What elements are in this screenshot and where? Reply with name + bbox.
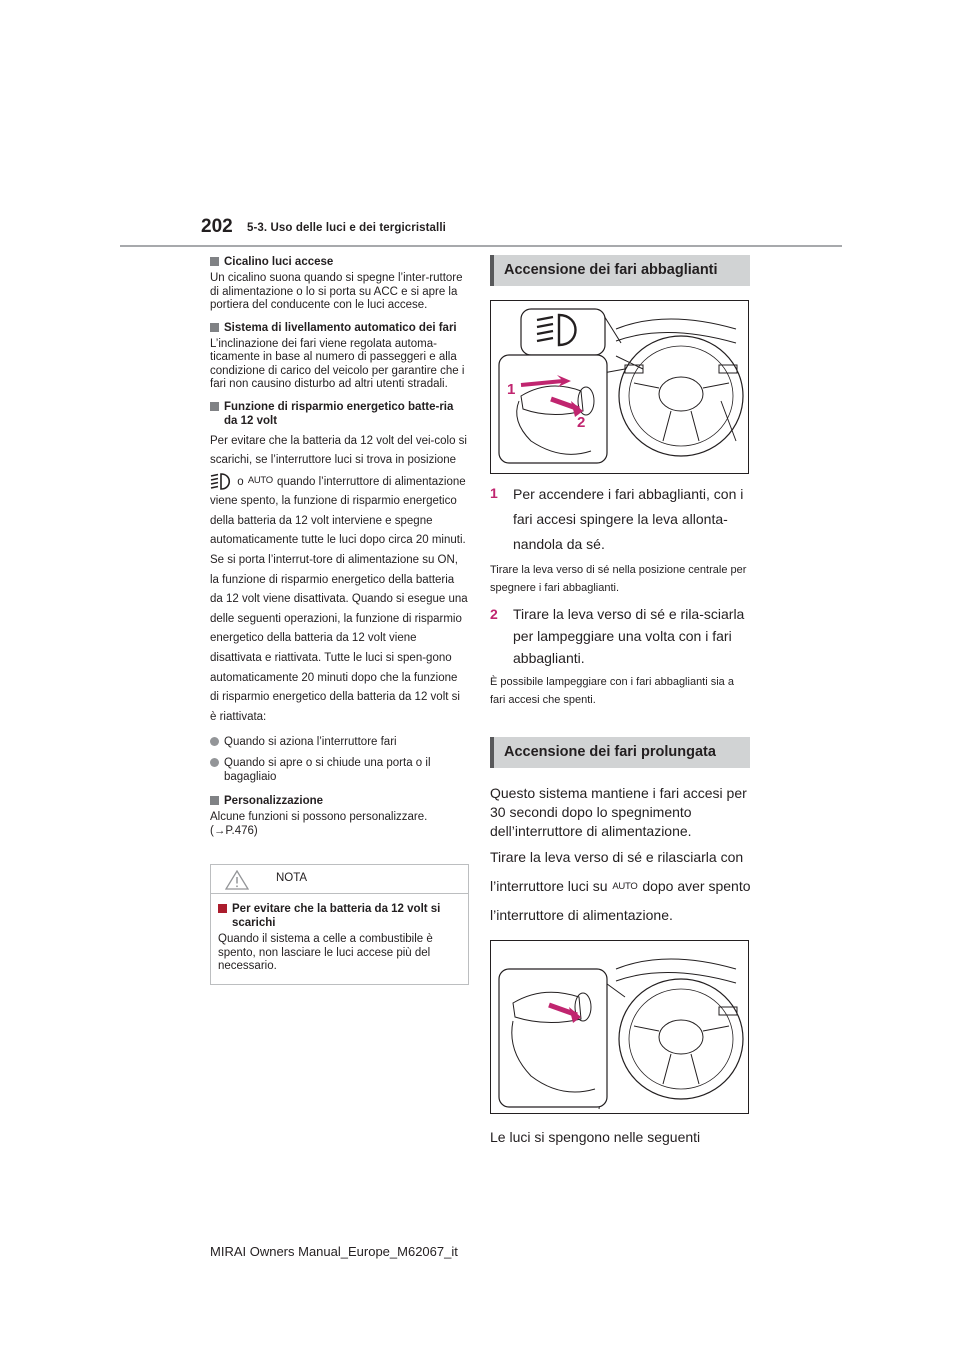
auto-position-icon: AUTO	[612, 880, 638, 892]
follow-me-text: Questo sistema mantiene i fari accesi per 30 secondi dopo lo spegnimento dell’interruttore di alimentazione.	[490, 785, 747, 839]
round-bullet-icon	[210, 758, 219, 767]
section-title: 5-3. Uso delle luci e dei tergicristalli	[247, 222, 446, 234]
nota-text: Quando il sistema a celle a combustibile è spento, non lasciare le luci accese più del necessario.	[218, 933, 433, 973]
nota-body	[211, 894, 468, 984]
custom-text: Alcune funzioni si possono personalizzare. (→P.476)	[210, 811, 428, 837]
bullet-item: Quando si apre o si chiude una porta o il bagagliaio	[210, 756, 468, 784]
nota-header	[211, 865, 468, 894]
square-bullet-icon	[210, 796, 219, 805]
leveling-heading: Sistema di livellamento automatico dei fari	[210, 321, 468, 335]
auto-position-icon: AUTO	[247, 474, 273, 486]
step-1-note: Tirare la leva verso di sé nella posizione centrale per spegnere i fari abbaglianti.	[490, 564, 747, 594]
high-beam-heading: Accensione dei fari abbaglianti	[490, 255, 750, 286]
page-number: 202	[201, 216, 233, 237]
battery-text: Per evitare che la batteria da 12 volt del vei-colo si scarichi, se l’interruttore luci si trova in posizione o AUTO quando l’interruttore di alimentazione viene spento, la funzione di risparmio energetico della batteria da 12 volt interviene e spegne automaticamente tutte le luci dopo circa 20 minuti. Se si porta l’interrut-tore di alimentazione su ON, la funzione di risparmio energetico della batteria da 12 volt viene disattivata. Quando si esegue una delle seguenti operazioni, la funzione di risparmio energetico della batteria da 12 volt viene disattivata e riattivata. Tutte le luci si spen-gono automaticamente 20 minuti dopo che la funzione di risparmio energetico della batteria da 12 volt si è riattivata:	[210, 434, 468, 723]
footer: MIRAI Owners Manual_Europe_M62067_it	[210, 1244, 458, 1259]
steering-lever-illustration	[491, 301, 748, 473]
follow-me-instruction: Tirare la leva verso di sé e rilasciarla con l’interruttore luci su AUTO dopo aver spento l’interruttore di alimentazione.	[490, 849, 751, 923]
square-bullet-icon	[210, 323, 219, 332]
high-beam-illustration	[490, 300, 749, 474]
nota-box	[210, 864, 469, 985]
square-bullet-icon	[210, 402, 219, 411]
nota-heading: Per evitare che la batteria da 12 volt si scarichi	[218, 902, 461, 930]
callout-2: 2	[577, 414, 586, 431]
square-bullet-icon	[218, 904, 227, 913]
follow-me-illustration	[490, 940, 749, 1114]
step-number: 1	[490, 485, 498, 501]
nota-label: NOTA	[276, 872, 308, 885]
headlight-icon	[210, 473, 234, 490]
custom-heading: Personalizzazione	[210, 794, 468, 808]
warning-triangle-icon	[225, 870, 249, 890]
follow-me-heading: Accensione dei fari prolungata	[490, 737, 750, 768]
battery-heading: Funzione di risparmio energetico batte-ria da 12 volt	[210, 400, 468, 428]
leveling-text: L’inclinazione dei fari viene regolata automa-ticamente in base al numero di passeggeri e alla condizione di carico del veicolo per garantire che i fari non causino disturbo ad altri utenti stradali.	[210, 337, 465, 390]
step-2: 2 Tirare la leva verso di sé e rila-sciarla per lampeggiare una volta con i fari abbaglianti.	[490, 603, 752, 669]
square-bullet-icon	[210, 257, 219, 266]
round-bullet-icon	[210, 737, 219, 746]
bullet-item: Quando si aziona l’interruttore fari	[210, 735, 468, 749]
left-column	[210, 255, 468, 985]
callout-1: 1	[507, 381, 516, 398]
header-divider	[120, 245, 842, 247]
right-column	[490, 255, 752, 1147]
step-1: 1 Per accendere i fari abbaglianti, con i fari accesi spingere la leva allonta-nandola da sé.	[490, 482, 752, 557]
step-2-note: È possibile lampeggiare con i fari abbaglianti sia a fari accesi che spenti.	[490, 676, 734, 706]
beep-text: Un cicalino suona quando si spegne l’inter-ruttore di alimentazione o lo si porta su ACC e si apre la portiera del conducente con le luci accese.	[210, 272, 463, 311]
follow-me-closing: Le luci si spengono nelle seguenti	[490, 1128, 701, 1145]
step-number: 2	[490, 606, 498, 622]
beep-heading: Cicalino luci accese	[210, 255, 468, 269]
steering-lever-pull-illustration	[491, 941, 748, 1113]
